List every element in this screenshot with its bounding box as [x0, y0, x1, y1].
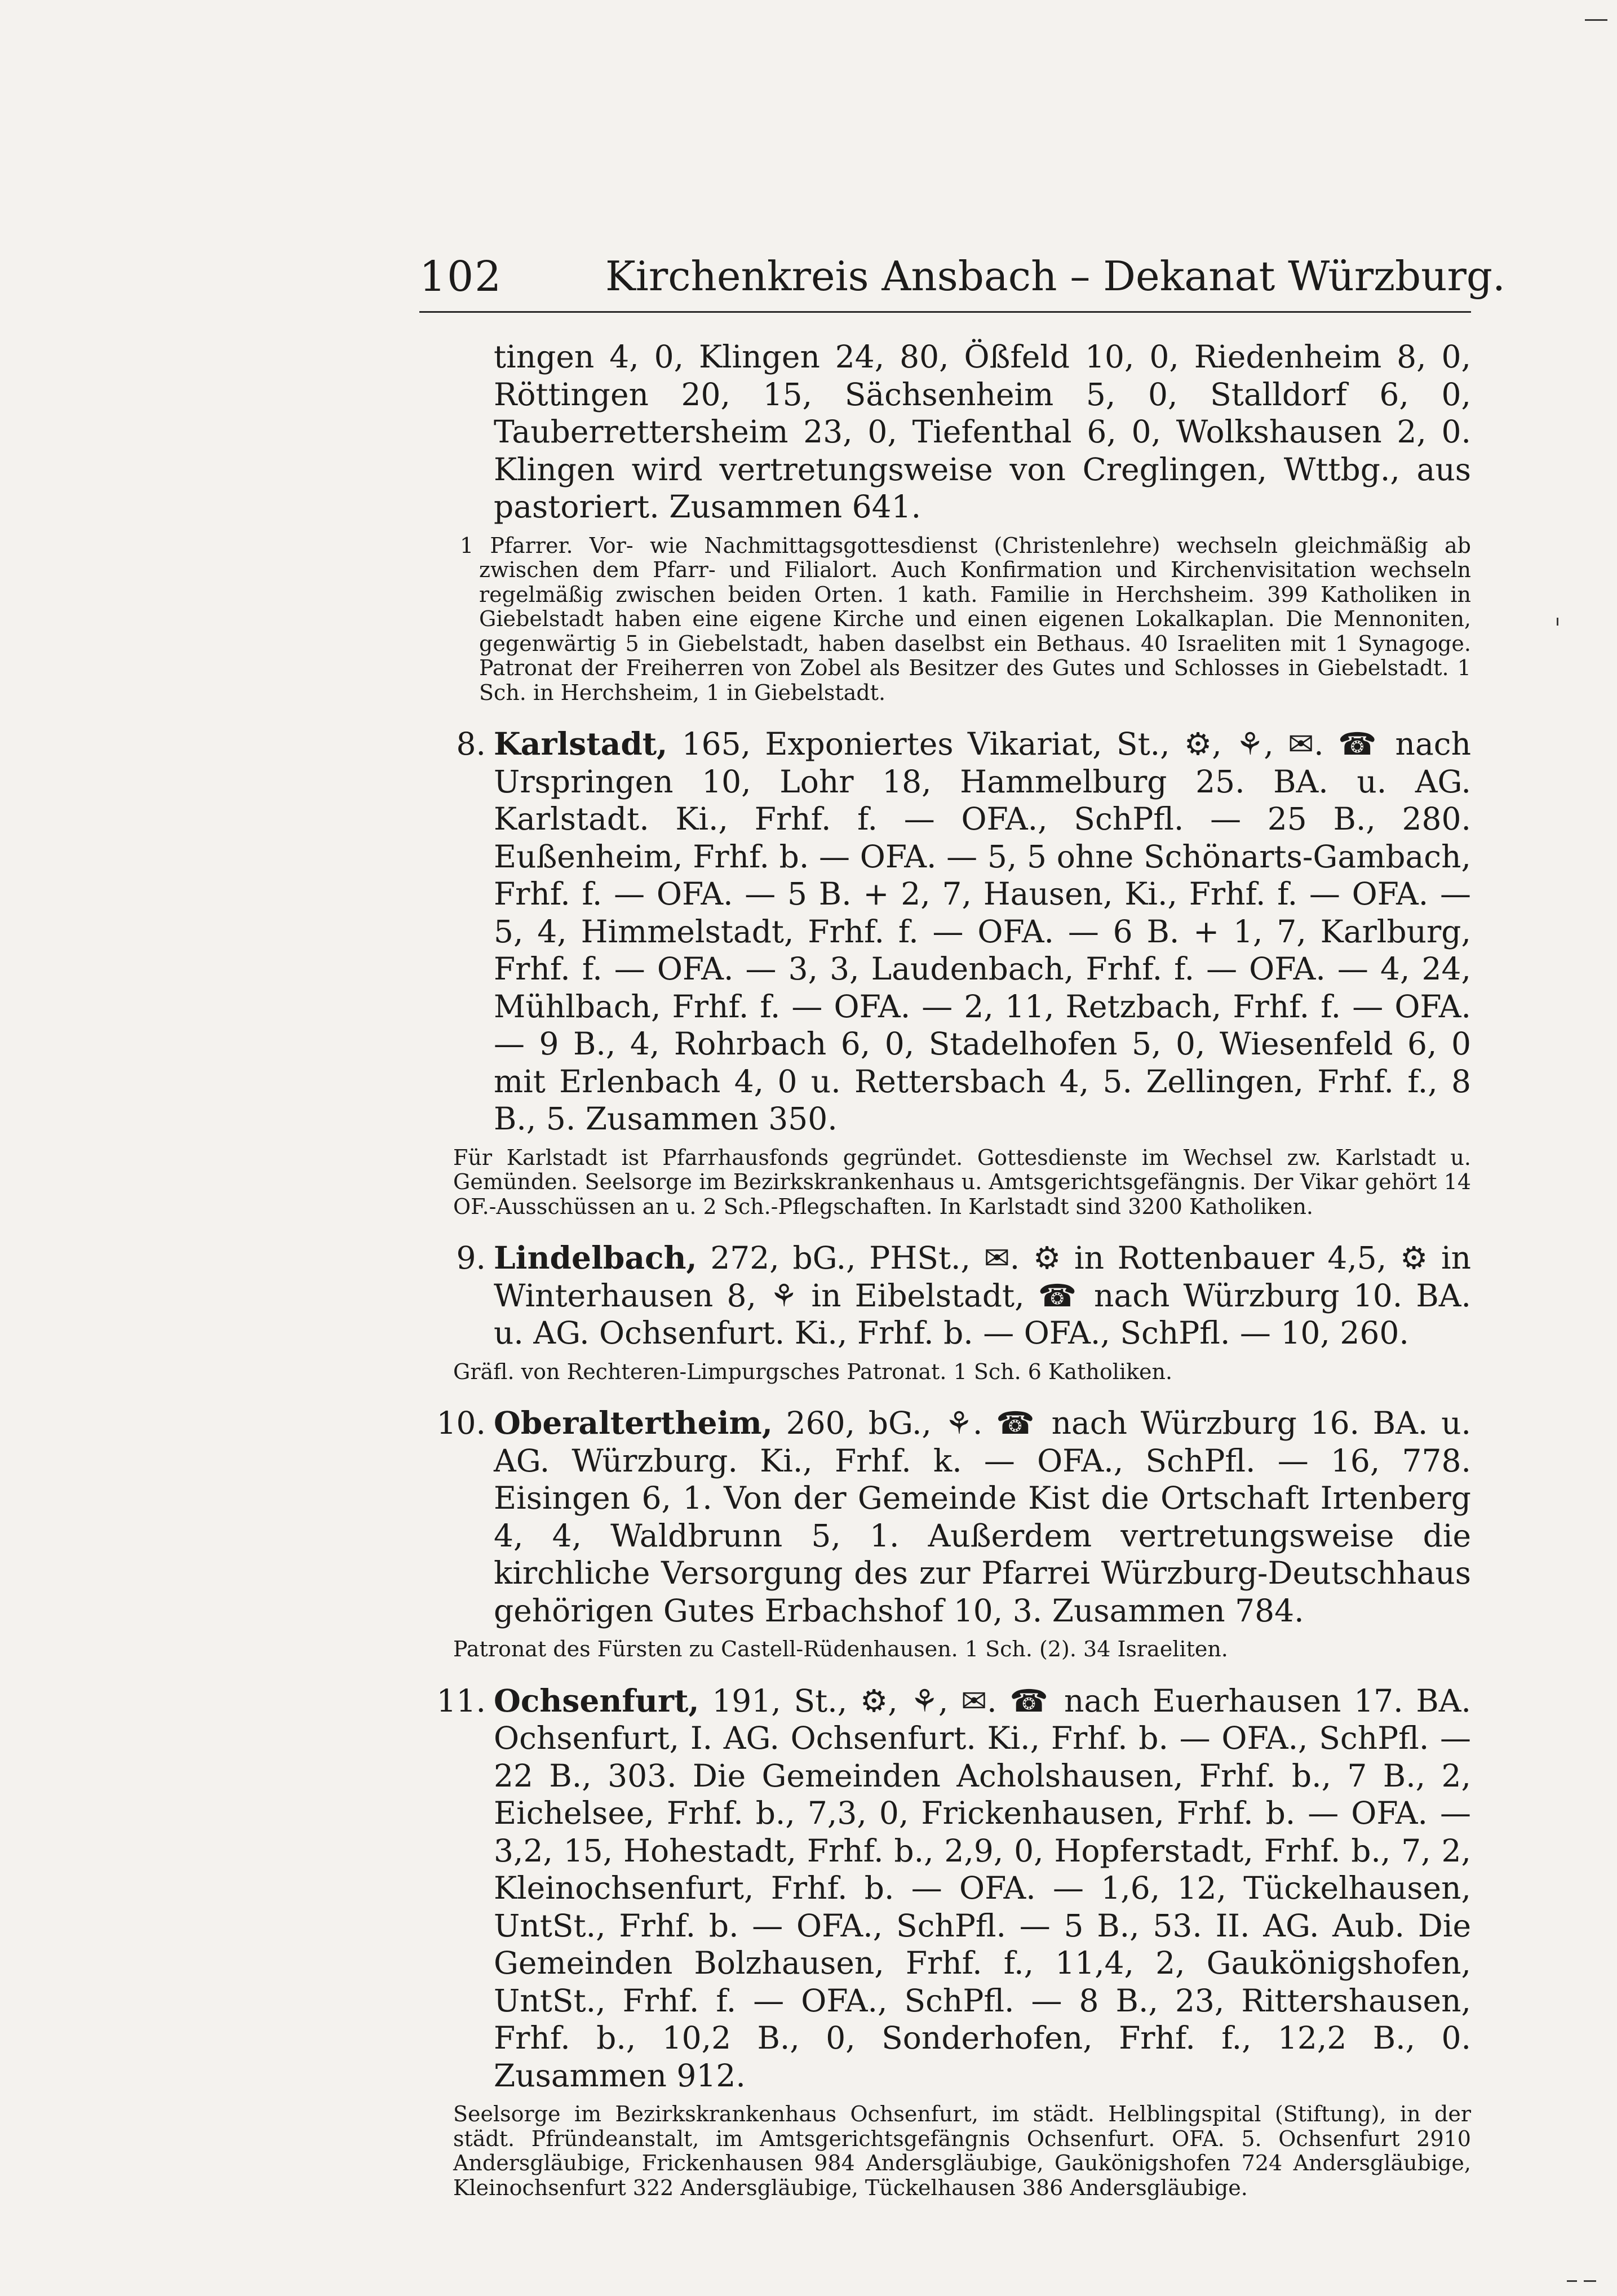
- scan-mark: [1585, 19, 1607, 21]
- entry-note: Seelsorge im Bezirkskrankenhaus Ochsenfurt, im städt. Helblingspital (Stiftung), in der städt. Pfründeanstalt, im Amtsgerichtsgefängnis Ochsenfurt. OFA. 5. Ochsenfurt 2910 Andersgläubige, Frickenhausen 984 Andersgläubige, Gaukönigshofen 724 Andersgläubige, Kleinochsenfurt 322 Andersgläubige, Tückelhausen 386 Andersgläubige.: [453, 2102, 1471, 2200]
- entry-text: 165, Exponiertes Vikariat, St., ⚙, ⚘, ✉. ☎ nach Urspringen 10, Lohr 18, Hammelburg 25. BA. u. AG. Karlstadt. Ki., Frhf. f. — OFA., SchPfl. — 25 B., 280. Eußenheim, Frhf. b. — OFA. — 5, 5 ohne Schönarts-Gambach, Frhf. f. — OFA. — 5 B. + 2, 7, Hausen, Ki., Frhf. f. — OFA. — 5, 4, Himmelstadt, Frhf. f. — OFA. — 6 B. + 1, 7, Karlburg, Frhf. f. — OFA. — 3, 3, Laudenbach, Frhf. f. — OFA. — 4, 24, Mühlbach, Frhf. f. — OFA. — 2, 11, Retzbach, Frhf. f. — OFA. — 9 B., 4, Rohrbach 6, 0, Stadelhofen 5, 0, Wiesenfeld 6, 0 mit Erlenbach 4, 0 u. Rettersbach 4, 5. Zellingen, Frhf. f., 8 B., 5. Zusammen 350.: [494, 726, 1471, 1137]
- scan-mark: [1557, 618, 1558, 626]
- entry-number: 9.: [456, 1240, 486, 1276]
- parish-name: Ochsenfurt,: [494, 1682, 699, 1719]
- entry-note: Für Karlstadt ist Pfarrhausfonds gegründet. Gottesdienste im Wechsel zw. Karlstadt u. Gemünden. Seelsorge im Bezirkskrankenhaus u. Amtsgerichtsgefängnis. Der Vikar gehört 14 OF.-Ausschüssen an u. 2 Sch.-Pflegschaften. In Karlstadt sind 3200 Katholiken.: [453, 1145, 1471, 1219]
- page-number: 102: [419, 252, 503, 301]
- parish-name: Oberaltertheim,: [494, 1404, 773, 1441]
- page-header: [419, 248, 1505, 310]
- running-title: Kirchenkreis Ansbach – Dekanat Würzburg.: [605, 252, 1505, 300]
- parish-entry: [419, 1404, 1471, 1629]
- entry-text: 260, bG., ⚘. ☎ nach Würzburg 16. BA. u. AG. Würzburg. Ki., Frhf. k. — OFA., SchPfl. — 16, 778. Eisingen 6, 1. Von der Gemeinde Kist die Ortschaft Irtenberg 4, 4, Waldbrunn 5, 1. Außerdem vertretungsweise die kirchliche Versorgung des zur Pfarrei Würzburg-Deutschhaus gehörigen Gutes Erbachshof 10, 3. Zusammen 784.: [494, 1405, 1471, 1629]
- continuation-note: 1 Pfarrer. Vor- wie Nachmittagsgottesdienst (Christenlehre) wechseln gleichmäßig ab zwischen dem Pfarr- und Filialort. Auch Konfirmation und Kirchenvisitation wechseln regelmäßig zwischen beiden Orten. 1 kath. Familie in Herchsheim. 399 Katholiken in Giebelstadt haben eine eigene Kirche und einen eigenen Lokalkaplan. Die Mennoniten, gegenwärtig 5 in Giebelstadt, haben daselbst ein Bethaus. 40 Israeliten mit 1 Synagoge. Patronat der Freiherren von Zobel als Besitzer des Gutes und Schlosses in Giebelstadt. 1 Sch. in Herchsheim, 1 in Giebelstadt.: [460, 533, 1471, 705]
- scan-mark: [1567, 2280, 1577, 2282]
- entry-note: Patronat des Fürsten zu Castell-Rüdenhausen. 1 Sch. (2). 34 Israeliten.: [453, 1637, 1228, 1661]
- parish-name: Karlstadt,: [494, 725, 668, 762]
- entry-number: 10.: [436, 1405, 486, 1441]
- entry-note: Gräfl. von Rechteren-Limpurgsches Patronat. 1 Sch. 6 Katholiken.: [453, 1359, 1173, 1384]
- continuation-paragraph: tingen 4, 0, Klingen 24, 80, Ößfeld 10, 0, Riedenheim 8, 0, Röttingen 20, 15, Sächsenheim 5, 0, Stalldorf 6, 0, Tauberrettersheim 23, 0, Tiefenthal 6, 0, Wolkshausen 2, 0. Klingen wird vertretungsweise von Creglingen, Wttbg., aus pastoriert. Zusammen 641.: [494, 339, 1471, 525]
- parish-name: Lindelbach,: [494, 1239, 697, 1276]
- parish-entry: [419, 1239, 1471, 1352]
- entry-text: 272, bG., PHSt., ✉. ⚙ in Rottenbauer 4,5, ⚙ in Winterhausen 8, ⚘ in Eibelstadt, ☎ nach Würzburg 10. BA. u. AG. Ochsenfurt. Ki., Frhf. b. — OFA., SchPfl. — 10, 260.: [494, 1240, 1471, 1351]
- scan-mark: [1584, 2280, 1596, 2282]
- header-rule: [419, 311, 1471, 313]
- parish-entry: [419, 725, 1471, 1138]
- entry-number: 11.: [436, 1682, 486, 1719]
- page-body: [419, 338, 1471, 2200]
- entry-text: 191, St., ⚙, ⚘, ✉. ☎ nach Euerhausen 17. BA. Ochsenfurt, I. AG. Ochsenfurt. Ki., Frhf. b. — OFA., SchPfl. — 22 B., 303. Die Gemeinden Acholshausen, Frhf. b., 7 B., 2, Eichelsee, Frhf. b., 7,3, 0, Frickenhausen, Frhf. b. — OFA. — 3,2, 15, Hohestadt, Frhf. b., 2,9, 0, Hopferstadt, Frhf. b., 7, 2, Kleinochsenfurt, Frhf. b. — OFA. — 1,6, 12, Tückelhausen, UntSt., Frhf. b. — OFA., SchPfl. — 5 B., 53. II. AG. Aub. Die Gemeinden Bolzhausen, Frhf. f., 11,4, 2, Gaukönigshofen, UntSt., Frhf. f. — OFA., SchPfl. — 8 B., 23, Rittershausen, Frhf. b., 10,2 B., 0, Sonderhofen, Frhf. f., 12,2 B., 0. Zusammen 912.: [494, 1682, 1471, 2094]
- parish-entry: [419, 1682, 1471, 2095]
- entry-number: 8.: [456, 726, 486, 762]
